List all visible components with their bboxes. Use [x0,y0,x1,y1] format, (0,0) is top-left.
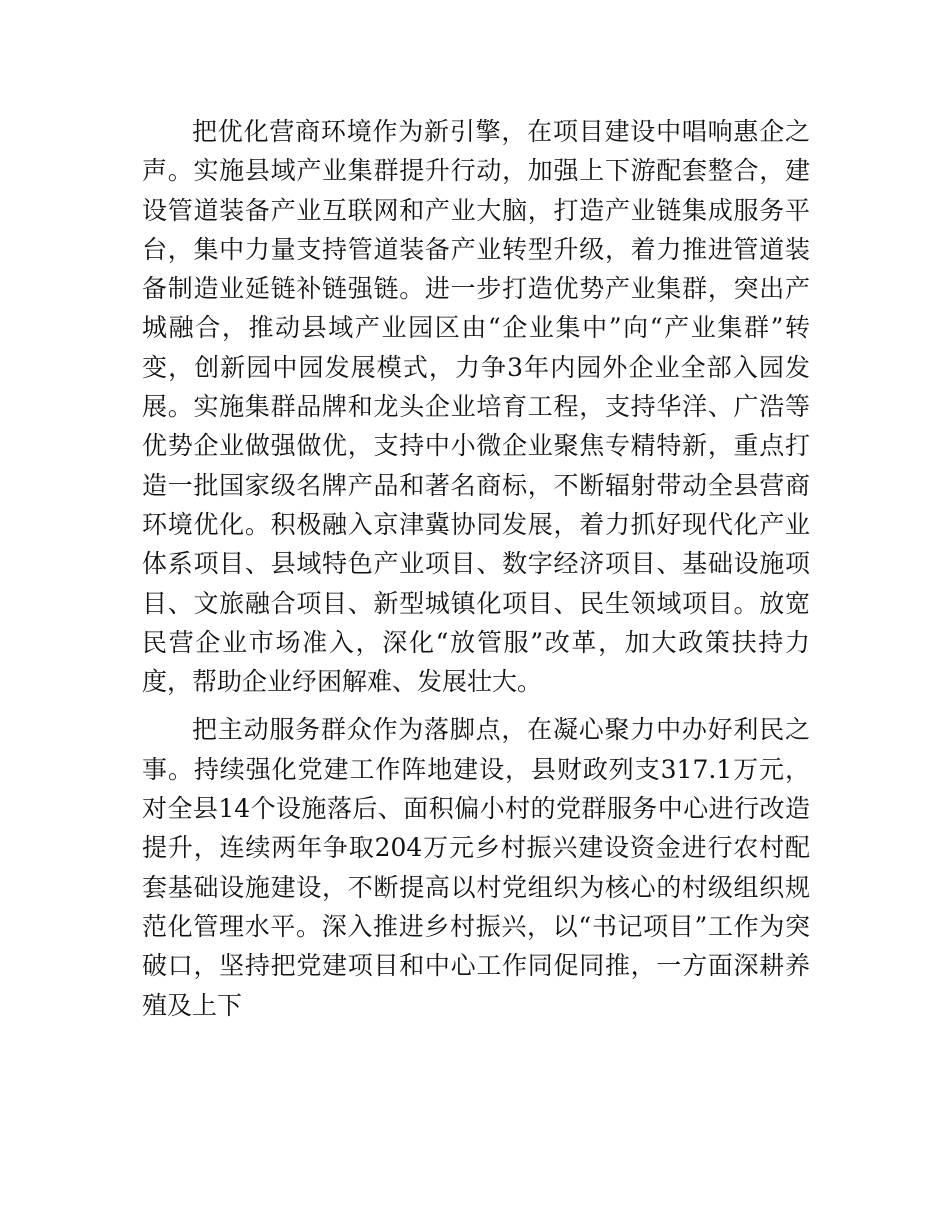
paragraph-serving-the-masses: 把主动服务群众作为落脚点，在凝心聚力中办好利民之事。持续强化党建工作阵地建设，县财政列支317.1万元，对全县14个设施落后、面积偏小村的党群服务中心进行改造提升，连续两年争取204万元乡村振兴建设资金进行农村配套基础设施建设，不断提高以村党组织为核心的村级组织规范化管理水平。深入推进乡村振兴，以“书记项目”工作为突破口，坚持把党建项目和中心工作同促同推，一方面深耕养殖及上下 [142,715,810,1020]
paragraph-business-environment: 把优化营商环境作为新引擎，在项目建设中唱响惠企之声。实施县域产业集群提升行动，加强上下游配套整合，建设管道装备产业互联网和产业大脑，打造产业链集成服务平台，集中力量支持管道装备产业转型升级，着力推进管道装备制造业延链补链强链。进一步打造优势产业集群，突出产城融合，推动县域产业园区由“企业集中”向“产业集群”转变，创新园中园发展模式，力争3年内园外企业全部入园发展。实施集群品牌和龙头企业培育工程，支持华洋、广浩等优势企业做强做优，支持中小微企业聚焦专精特新，重点打造一批国家级名牌产品和著名商标，不断辐射带动全县营商环境优化。积极融入京津冀协同发展，着力抓好现代化产业体系项目、县域特色产业项目、数字经济项目、基础设施项目、文旅融合项目、新型城镇化项目、民生领域项目。放宽民营企业市场准入，深化“放管服”改革，加大政策扶持力度，帮助企业纾困解难、发展壮大。 [142,117,810,697]
document-body [142,112,810,1025]
